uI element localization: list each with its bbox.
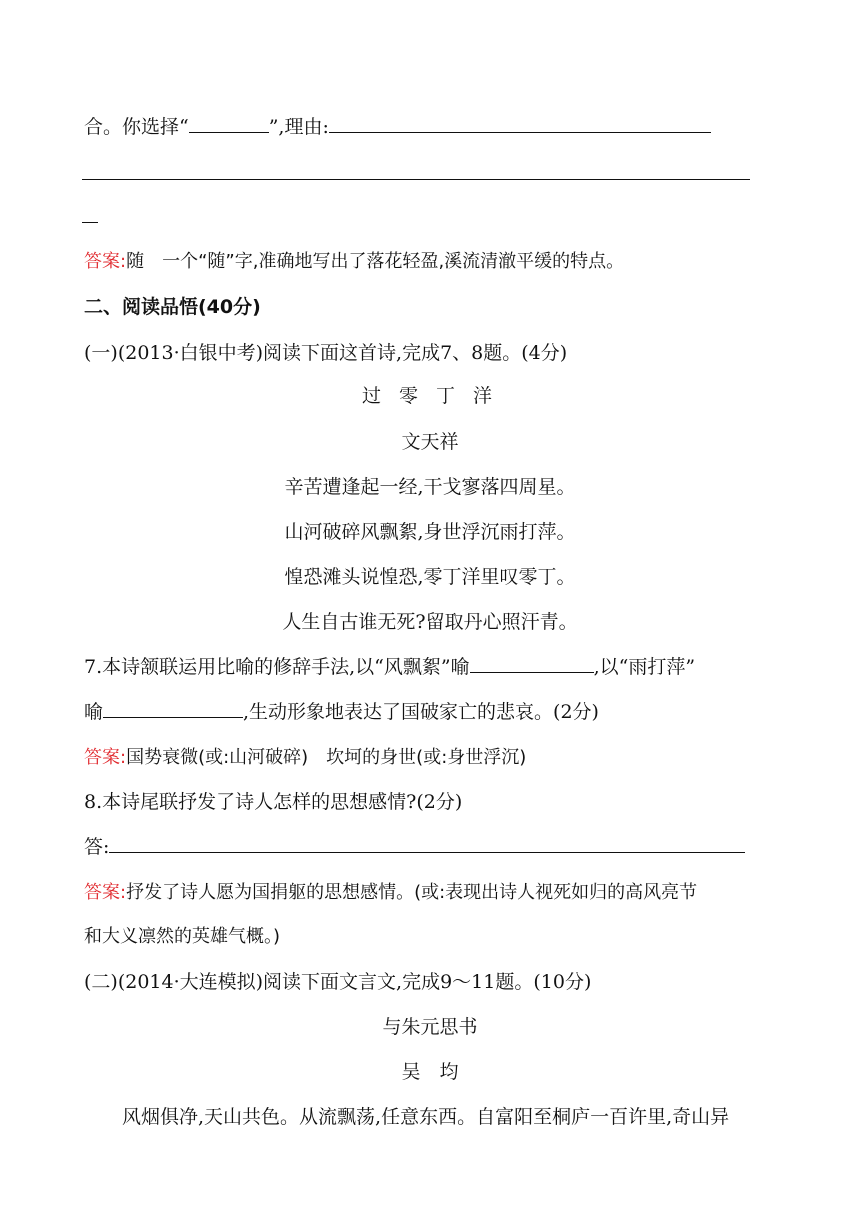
- q8-answer-text-2: 和大义凛然的英雄气概。): [84, 926, 281, 947]
- answer-label: 答案:: [84, 251, 127, 272]
- part1-intro: (一)(2013·白银中考)阅读下面这首诗,完成7、8题。(4分): [84, 342, 568, 364]
- part2-intro: (二)(2014·大连模拟)阅读下面文言文,完成9～11题。(10分): [84, 971, 592, 993]
- q8-answer-line: [84, 834, 745, 860]
- q6-answer-text: 随 一个“随”字,准确地写出了落花轻盈,溪流清澈平缓的特点。: [126, 251, 625, 272]
- q6-choice-blank[interactable]: [189, 114, 269, 133]
- q6-reason-line-3: [82, 222, 98, 223]
- poem-line-3: 惶恐滩头说惶恐,零丁洋里叹零丁。: [284, 566, 576, 588]
- part2-first-line: 风烟俱净,天山共色。从流飘荡,任意东西。自富阳至桐庐一百许里,奇山异: [122, 1106, 730, 1128]
- q6-line: [84, 114, 711, 140]
- answer-label: 答案:: [84, 882, 127, 903]
- answer-label: 答案:: [84, 747, 127, 768]
- q7-answer: [84, 744, 526, 770]
- q6-reason-blank[interactable]: [329, 114, 711, 133]
- q7-text-c: 喻: [84, 701, 104, 723]
- q7-text-a: 7.本诗颔联运用比喻的修辞手法,以“风飘絮”喻: [84, 656, 470, 678]
- q8-answer: [84, 879, 697, 905]
- poem-line-4: 人生自古谁无死?留取丹心照汗青。: [282, 611, 578, 633]
- q7-blank-1[interactable]: [470, 654, 594, 673]
- q6-prefix: 合。你选择“: [84, 116, 189, 138]
- q7-text-b: ,以“雨打萍”: [593, 656, 696, 678]
- q8-answer-prompt: 答:: [84, 836, 110, 858]
- q8-answer-blank[interactable]: [109, 834, 745, 853]
- q7-blank-2[interactable]: [103, 699, 243, 718]
- q7-answer-text: 国势衰微(或:山河破碎) 坎坷的身世(或:身世浮沉): [126, 747, 527, 768]
- poem-line-2: 山河破碎风飘絮,身世浮沉雨打萍。: [284, 521, 576, 543]
- q7-line-2: [84, 699, 599, 725]
- section-title: 二、阅读品悟(40分): [84, 296, 261, 318]
- q6-mid: ”,理由:: [268, 116, 329, 138]
- q6-answer: [84, 248, 624, 274]
- poem-author: 文天祥: [401, 431, 459, 453]
- q8-question: 8.本诗尾联抒发了诗人怎样的思想感情?(2分): [84, 791, 463, 813]
- part2-title: 与朱元思书: [382, 1016, 478, 1038]
- q8-answer-text-1: 抒发了诗人愿为国捐躯的思想感情。(或:表现出诗人视死如归的高风亮节: [126, 882, 698, 903]
- poem-title: 过 零 丁 洋: [361, 385, 499, 407]
- part2-author: 吴 均: [401, 1061, 459, 1083]
- poem-line-1: 辛苦遭逢起一经,干戈寥落四周星。: [284, 476, 576, 498]
- q7-text-d: ,生动形象地表达了国破家亡的悲哀。(2分): [243, 701, 599, 723]
- q7-line-1: [84, 654, 695, 680]
- q6-reason-line-2: [82, 179, 750, 180]
